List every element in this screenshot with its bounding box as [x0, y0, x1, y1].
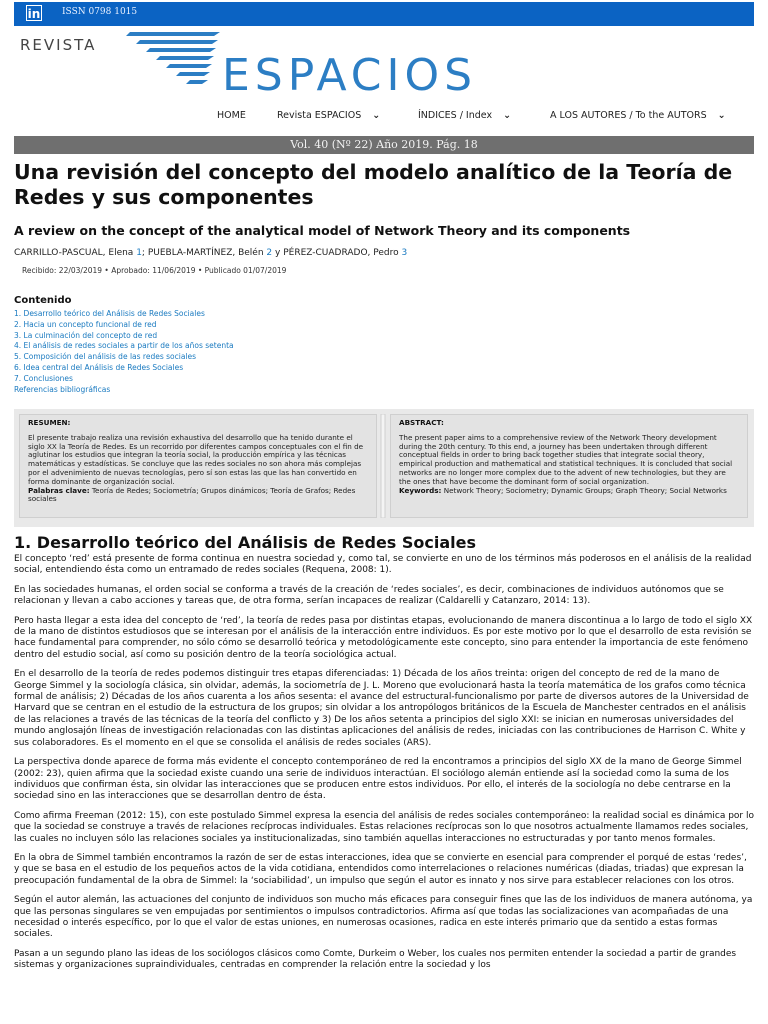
abstract-keywords-list: Network Theory; Sociometry; Dynamic Groups; Graph Theory; Social Networks [441, 485, 727, 495]
toc-link[interactable]: 6. Idea central del Análisis de Redes Sociales [14, 362, 184, 372]
author-3: y PÉREZ-CUADRADO, Pedro [272, 248, 402, 258]
contents-heading: Contenido [14, 295, 72, 306]
nav-revista-label: Revista ESPACIOS [277, 110, 362, 121]
nav-revista-espacios[interactable] [277, 110, 380, 121]
nav-indices-label: ÍNDICES / Index [418, 110, 493, 121]
issn-label: ISSN 0798 1015 [62, 7, 138, 17]
publication-dates: Recibido: 22/03/2019 • Aprobado: 11/06/2019 • Publicado 01/07/2019 [22, 266, 287, 275]
abstract-text: The present paper aims to a comprehensive review of the Network Theory development during the 20th century. To this end, a journey has been undertaken through different conceptual fields in order to bring back together studies that integrate social theory, empirical production and mathematical and statistical techniques. It is concluded that social networks are no longer more complex due to the advent of new technologies, but they are the ones that have become the dominant form of social organization. [399, 432, 733, 486]
paragraph: Como afirma Freeman (2012: 15), con este postulado Simmel expresa la esencia del análisis de redes sociales contemporáneo: la realidad social es dinámica por lo que la sociedad se construye a través de relaciones recíprocas individuales. Estas relaciones recíprocas son lo que nosotros actualmente llamamos redes sociales, las cuales no incluyen sólo las relaciones sociales ya institucionalizadas, sino también aquellas interacciones no estructuradas y por tanto menos formales. [14, 810, 754, 844]
chevron-down-icon: ⌄ [372, 110, 381, 121]
toc-link[interactable]: 2. Hacia un concepto funcional de red [14, 319, 157, 329]
toc-link[interactable]: 3. La culminación del concepto de red [14, 330, 158, 340]
section-1-heading: 1. Desarrollo teórico del Análisis de Redes Sociales [14, 533, 477, 552]
toc-link[interactable]: Referencias bibliográficas [14, 384, 111, 394]
author-1-footnote-link[interactable]: 1 [136, 248, 142, 258]
author-2: ; PUEBLA-MARTÍNEZ, Belén [141, 248, 267, 258]
toc-link[interactable]: 1. Desarrollo teórico del Análisis de Redes Sociales [14, 309, 205, 318]
toc-link[interactable]: 4. El análisis de redes sociales a partir de los años setenta [14, 341, 234, 351]
author-2-footnote-link[interactable]: 2 [266, 248, 273, 258]
paragraph: Según el autor alemán, las actuaciones del conjunto de individuos son mucho más eficaces para conseguir fines que las de los individuos de manera autónoma, ya que las personas singulares se ven empujadas por sentimientos o impulsos contradictorios. Afirma así que todas las socializaciones van acompañadas de una necesidad o interés específico, por lo que el valor de estas uniones, en numerosas ocasiones, radica en este interés primario que da sentido a estas formas sociales. [14, 895, 753, 940]
nav-indices[interactable] [418, 110, 511, 121]
chevron-down-icon: ⌄ [503, 110, 512, 121]
toc-link[interactable]: 5. Composición del análisis de las redes sociales [14, 352, 197, 362]
resumen-keywords-list: Teoría de Redes; Sociometría; Grupos dinámicos; Teoría de Grafos; Redes sociales [28, 485, 356, 504]
top-bar [14, 2, 754, 26]
abstract-keywords [399, 487, 739, 496]
paragraph: En las sociedades humanas, el orden social se conforma a través de la creación de ‘redes sociales’, es decir, combinaciones de individuos autónomos que se relacionan y llevan a cabo acciones y tareas que, de otra forma, serían incapaces de realizar (Caldarelli y Catanzaro, 2014: 13). [14, 584, 724, 607]
table-of-contents [14, 309, 234, 395]
resumen-box [19, 414, 377, 518]
paragraph: El concepto ‘red’ está presente de forma continua en nuestra sociedad y, como tal, se convierte en uno de los términos más poderosos en el análisis de la realidad social, entendiendo ésta como un entramado de redes sociales (Requena, 2008: 1). [14, 554, 752, 576]
article-subtitle: A review on the concept of the analytical model of Network Theory and its components [14, 223, 631, 238]
column-divider [378, 414, 388, 518]
author-1: CARRILLO-PASCUAL, Elena [14, 248, 137, 258]
author-3-footnote-link[interactable]: 3 [401, 248, 408, 258]
nav-home[interactable]: HOME [217, 110, 246, 121]
abstract-heading: ABSTRACT: [399, 418, 444, 427]
abstract-keywords-label: Keywords: [399, 485, 442, 495]
paragraph: En el desarrollo de la teoría de redes podemos distinguir tres etapas diferenciadas: 1) Década de los años treinta: origen del concepto de red de la mano de George Simmel y la sociología clásica, sin olvidar, además, la sociometría de J. L. Moreno que evolucionará hasta la teoría matemática de los grafos como técnica formal de análisis; 2) Décadas de los años cuarenta a los años sesenta: el avance del estructural-funcionalismo por parte de diversos autores de la Universidad de Harvard que se centran en el estudio de la estructura de los grupos; sin olvidar a los antropólogos británicos de la Escuela de Manchester centrados en el análisis de las relaciones a través de las técnicas de la teoría del conflicto y 3) De los años setenta a principios del siglo XXI: se inician en numerosas universidades del mundo anglosajón líneas de investigación relacionadas con las distintas aplicaciones del análisis de redes, iniciadas con las contribuciones de Harrison C. White y sus colaboradores. Es el momento en el que se consolida el análisis de redes sociales (ARS). [14, 669, 749, 748]
volume-bar: Vol. 40 (Nº 22) Año 2019. Pág. 18 [14, 136, 754, 154]
nav-autores[interactable] [550, 110, 726, 121]
abstracts-panel [14, 409, 754, 527]
resumen-keywords [28, 487, 368, 505]
resumen-text: El presente trabajo realiza una revisión exhaustiva del desarrollo que ha tenido durante el siglo XX la Teoría de Redes. Es un recorrido por diferentes campos conceptuales con el fin de aglutinar los estudios que integran la teoría social, la producción empírica y las técnicas matemáticas y estadísticas. Se concluye que las redes sociales no son ahora más complejas por el advenimiento de nuevas tecnologías, pero sí son estas las que las han convertido en forma dominante de organización social. [28, 432, 364, 486]
logo-revista-text: REVISTA [20, 36, 97, 54]
toc-link[interactable]: 7. Conclusiones [14, 373, 73, 383]
paragraph: En la obra de Simmel también encontramos la razón de ser de estas interacciones, idea que se convierte en esencial para comprender el porqué de estas ‘redes’, y que se basa en el estudio de los pequeños actos de la vida cotidiana, entendidos como interrelaciones o relaciones numéricas (diadas, triadas) que expresan la preocupación fundamental de la obra de Simmel: la ‘sociabilidad’, un impulso que según el autor es innato y nos sirve para establecer relaciones con los otros. [14, 852, 747, 886]
linkedin-icon[interactable]: in [27, 7, 41, 21]
article-title: Una revisión del concepto del modelo analítico de la Teoría de Redes y sus componentes [14, 160, 733, 209]
abstract-box [390, 414, 748, 518]
paragraph: Pero hasta llegar a esta idea del concepto de ‘red’, la teoría de redes pasa por distintas etapas, evolucionando de manera discontinua a lo largo de todo el siglo XX de la mano de distintos estudiosos que se interesan por el análisis de la interacción entre individuos. Es por este motivo por lo que el desarrollo de esta revisión se hace fundamental para comprender, no sólo cómo se desarrolló teórica y metodológicamente este concepto, sino para entender la importancia de este fenómeno dentro del estudio social, así como su posición dentro de la teoría sociológica actual. [14, 615, 753, 660]
resumen-heading: RESUMEN: [28, 418, 71, 427]
logo-espacios-text: ESPACIOS [222, 50, 478, 101]
section-1-body [14, 554, 754, 980]
nav-autores-label: A LOS AUTORES / To the AUTORS [550, 110, 707, 121]
paragraph: Pasan a un segundo plano las ideas de los sociólogos clásicos como Comte, Durkeim o Weber, los cuales nos permiten entender la sociedad a partir de grandes sistemas y organizaciones supraindividuales, centradas en comprender la relación entre la sociedad y los [14, 948, 737, 971]
main-nav [200, 110, 760, 124]
resumen-keywords-label: Palabras clave: [28, 485, 90, 495]
paragraph: La perspectiva donde aparece de forma más evidente el concepto contemporáneo de red la encontramos a principios del siglo XX de la mano de George Simmel (2002: 23), quien afirma que la sociedad existe cuando una serie de individuos interactúan. El sociólogo alemán entiende así la sociedad como la suma de los individuos que confirman ésta, sin olvidar las interacciones que se producen entre estos individuos. Por ello, el interés de la sociología no debe centrarse en la sociedad sino en las interacciones que se desarrollan dentro de ésta. [14, 757, 742, 802]
chevron-down-icon: ⌄ [717, 110, 726, 121]
authors-line [14, 248, 407, 258]
